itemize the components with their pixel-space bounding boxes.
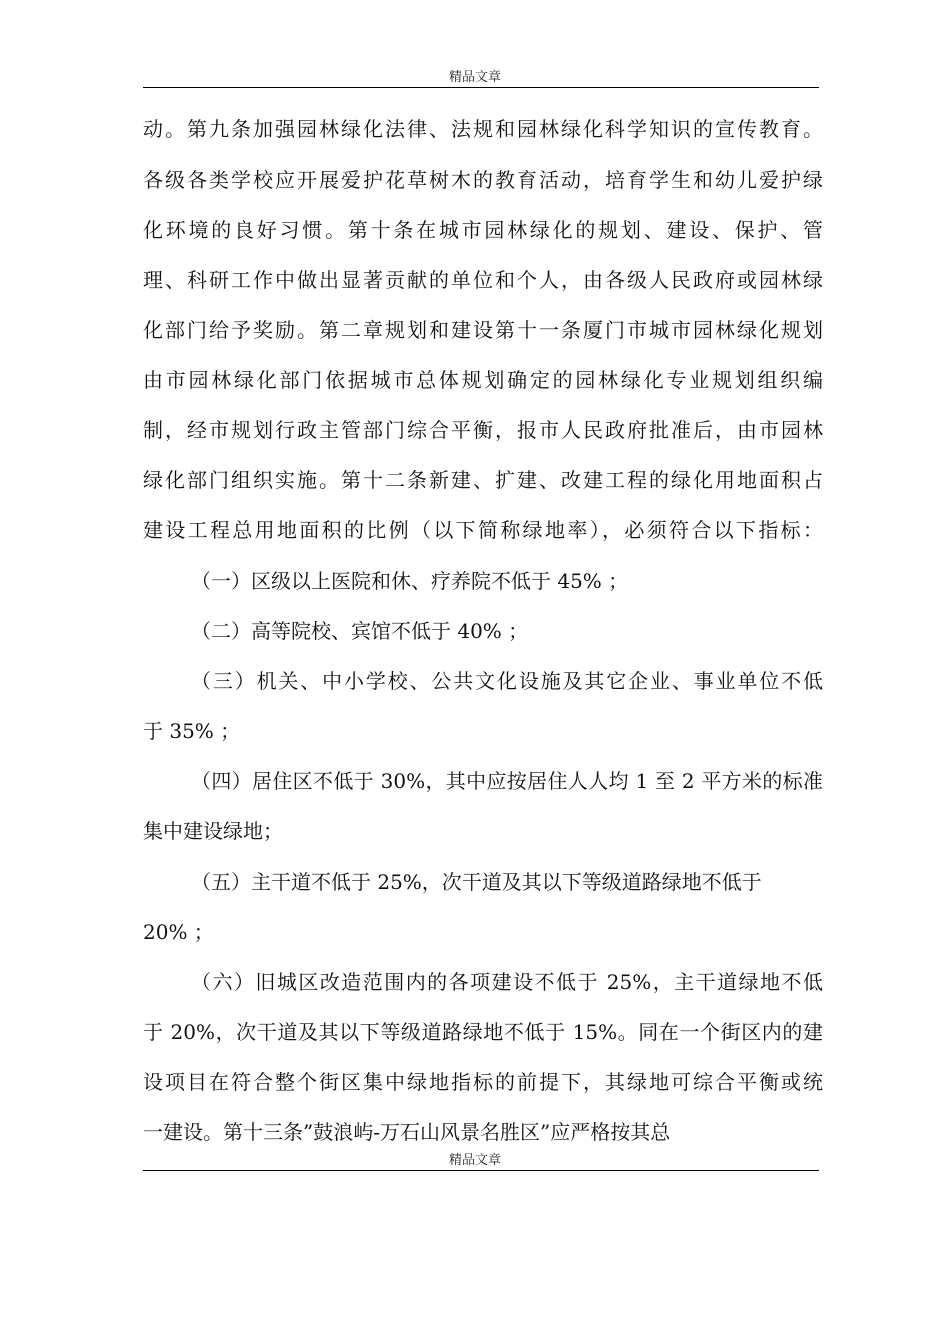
list-item-4-continued: 集中建设绿地； — [143, 819, 283, 843]
footer-text: 精品文章 — [448, 1153, 501, 1168]
body-line: 各级各类学校应开展爱护花草树木的教育活动，培育学生和幼儿爱护绿 — [143, 168, 823, 192]
list-item-5: （五）主干道不低于 25%，次干道及其以下等级道路绿地不低于 — [191, 870, 762, 894]
list-item-6: （六）旧城区改造范围内的各项建设不低于 25%，主干道绿地不低 — [191, 970, 823, 994]
list-item-5-continued: 20% ； — [143, 920, 214, 944]
body-line: 一建设。第十三条”鼓浪屿-万石山风景名胜区”应严格按其总 — [143, 1120, 671, 1144]
header-text: 精品文章 — [448, 70, 501, 85]
body-line: 绿化部门组织实施。第十二条新建、扩建、改建工程的绿化用地面积占 — [143, 468, 823, 492]
body-line: 化部门给予奖励。第二章规划和建设第十一条厦门市城市园林绿化规划 — [143, 318, 823, 342]
body-line: 由市园林绿化部门依据城市总体规划确定的园林绿化专业规划组织编 — [143, 368, 823, 392]
body-line: 建设工程总用地面积的比例（以下简称绿地率），必须符合以下指标： — [143, 518, 823, 542]
body-line: 理、科研工作中做出显著贡献的单位和个人，由各级人民政府或园林绿 — [143, 268, 823, 292]
body-line: 化环境的良好习惯。第十条在城市园林绿化的规划、建设、保护、管 — [143, 218, 823, 242]
list-item-2: （二）高等院校、宾馆不低于 40% ； — [191, 619, 529, 643]
list-item-3-continued: 于 35% ； — [143, 719, 241, 743]
body-line: 设项目在符合整个街区集中绿地指标的前提下，其绿地可综合平衡或统 — [143, 1070, 823, 1094]
list-item-4: （四）居住区不低于 30%，其中应按居住人人均 1 至 2 平方米的标准 — [191, 769, 823, 793]
body-line: 动。第九条加强园林绿化法律、法规和园林绿化科学知识的宣传教育。 — [143, 117, 823, 141]
header-rule — [143, 87, 819, 88]
list-item-3: （三）机关、中小学校、公共文化设施及其它企业、事业单位不低 — [191, 669, 823, 693]
body-line: 于 20%，次干道及其以下等级道路绿地不低于 15%。同在一个街区内的建 — [143, 1020, 823, 1044]
footer-rule — [143, 1170, 819, 1171]
body-line: 制，经市规划行政主管部门综合平衡，报市人民政府批准后，由市园林 — [143, 418, 823, 442]
list-item-1: （一）区级以上医院和休、疗养院不低于 45% ； — [191, 569, 629, 593]
